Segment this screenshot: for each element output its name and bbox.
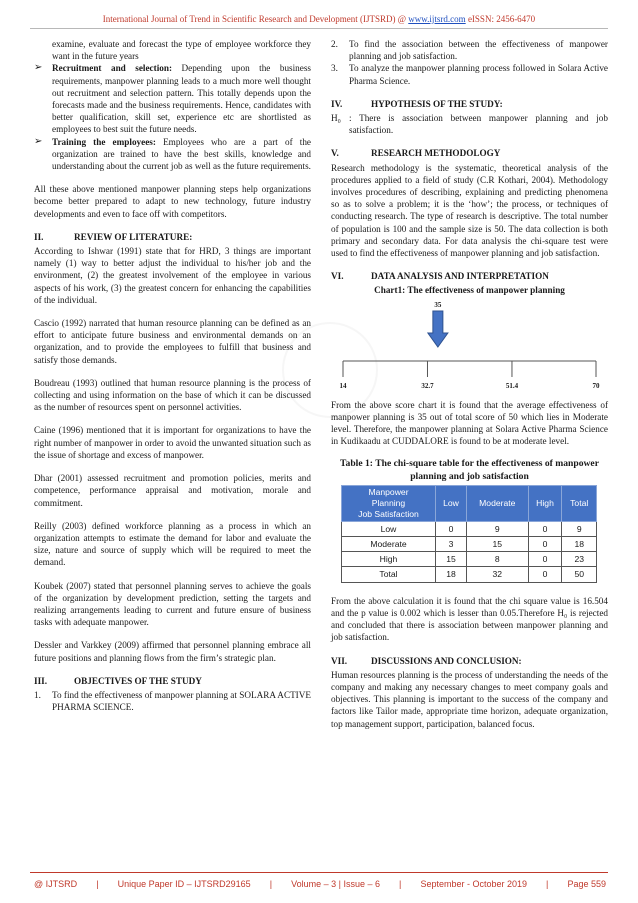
table-cell: 50 [562,567,597,582]
arrow-bullet-icon: ➢ [34,135,43,147]
section-heading-hypothesis [331,98,608,110]
table-cell: 3 [436,537,467,552]
table-cell: 9 [466,521,528,536]
score-chart-svg [331,299,608,399]
section-title: REVIEW OF LITERATURE: [74,231,193,242]
table-cell: 0 [528,567,562,582]
intro-continuation: examine, evaluate and forecast the type of employee workforce they want in the future years [52,39,311,62]
section-number: V. [331,148,339,159]
table-cell: 0 [436,521,467,536]
bullet-recruitment [34,62,311,135]
footer-volume: Volume – 3 | Issue – 6 [291,879,380,889]
hypothesis-text: : There is association between manpower planning and job satisfaction. [349,113,608,136]
table-header-cell: Total [562,485,597,521]
section-number: II. [34,231,44,242]
marker-arrow-icon [428,311,448,347]
table-header-corner [342,485,436,521]
section-number: IV. [331,98,343,109]
literature-paragraph: Reilly (2003) defined workforce planning as a process in which an organization attempts to estimate the demand for labor and evaluate the size, nature and source of supply which will be required to meet the demand. [34,520,311,568]
objective-text: To analyze the manpower planning process followed in Solara Active Pharma Science. [349,63,608,86]
header-line: Planning [371,497,406,508]
table-row [342,521,597,536]
objective-text: To find the effectiveness of manpower planning at SOLARA ACTIVE PHARMA SCIENCE. [52,689,311,713]
section-title: DATA ANALYSIS AND INTERPRETATION [371,271,549,282]
journal-url-link[interactable]: www.ijtsrd.com [408,14,466,24]
chi-square-table [341,485,597,583]
section-number: VII. [331,655,348,666]
table-cell: 23 [562,552,597,567]
footer-date: September - October 2019 [420,879,527,889]
objective-item [331,38,608,62]
methodology-paragraph: Research methodology is the systematic, theoretical analysis of the procedures applied to a field of study (C.R Kothari, 2004). Methodology involves procedures of describing, explaining and predicting phenomena so as to solve a problem; it is the ‘how’; the process, or techniques of conducting research. The type of research is descriptive. The total number of population is 100 and the sample size is 50. The data collection is both primary and secondary data. For data analysis the chi-square test were used to find the effectiveness of manpower planning and job satisfaction. [331,162,608,259]
table-cell: 18 [562,537,597,552]
objective-number: 1. [34,689,41,700]
table-cell: 15 [436,552,467,567]
table-cell: 9 [562,521,597,536]
table-header-cell: Low [436,485,467,521]
section-number: VI. [331,271,344,282]
section-title: DISCUSSIONS AND CONCLUSION: [371,655,522,666]
section-heading-conclusion [331,655,608,667]
table-row [342,552,597,567]
objective-item [331,62,608,86]
hypothesis [331,112,608,136]
bullet-heading: Recruitment and selection: [52,63,173,74]
table-cell: 18 [436,567,467,582]
footer-sep: | [96,879,99,889]
bullet-text: Depending upon the business requirements, manpower planning leads to a much more well thought out recruitment and selection pattern. This totally depends upon the forecasts made and the business requirements. Hence, candidates with better qualification, skill set, experience etc are shortlisted as employees to best suit the future needs. [52,63,311,135]
chart-interpretation: From the above score chart it is found that the average effectiveness of manpower planning is 35 out of total score of 50 which lies in Moderate level. Therefore, the manpower planning at Solara Active Pharma Science in Kudikaadu at CUDDALORE is found to be at moderate level. [331,399,608,447]
section-heading-data-analysis [331,270,608,282]
section-heading-review [34,231,311,243]
header-line: Job Satisfaction [358,508,419,519]
paragraph-summary: All these above mentioned manpower planning steps help organizations become better prepared to adapt to new technology, future industry developments and even to face off with competitors. [34,184,311,219]
table-cell: 0 [528,537,562,552]
chart-title: Chart1: The effectiveness of manpower planning [374,285,565,296]
section-title: RESEARCH METHODOLOGY [371,148,501,159]
literature-paragraph: Koubek (2007) stated that personnel planning serves to achieve the goals of the organization by development prediction, setting the targets and realizing arrangements leading to current and future ensure of business tasks with adequate manpower. [34,580,311,628]
bullet-text: Employees who are a part of the organization are trained to have the best skills, knowledge and understanding about the current job as well as the future requirements. [52,136,311,172]
tick-label: 70 [592,381,600,390]
marker-label: 35 [434,300,442,309]
section-number: III. [34,675,48,686]
journal-header [0,14,638,24]
journal-issn: eISSN: 2456-6470 [465,14,536,24]
header-divider [30,28,608,29]
bullet-training [34,136,311,173]
arrow-bullet-icon: ➢ [34,62,43,74]
footer-sep: | [269,879,273,889]
tick-label: 51.4 [505,381,519,390]
table-title: Table 1: The chi-square table for the effectiveness of manpower planning and job satisfaction [340,458,599,482]
table-header-row [342,485,597,521]
objective-number: 3. [331,63,338,74]
table-cell: 15 [466,537,528,552]
objective-text: To find the association between the effectiveness of manpower planning and job satisfaction. [349,39,608,62]
section-heading-objectives [34,675,311,687]
section-title: OBJECTIVES OF THE STUDY [74,675,202,686]
hypothesis-label: H₀ [331,113,341,124]
table-header-cell: High [528,485,562,521]
literature-paragraph: Cascio (1992) narrated that human resource planning can be defined as an effort to anticipate future business and environmental demands on an organization, and to provide the employees to fulfill that business and satisfy those demands. [34,318,311,365]
table-header-cell: Moderate [466,485,528,521]
journal-name: International Journal of Trend in Scientific Research and Development (IJTSRD) @ [102,14,409,24]
literature-paragraph: Dhar (2001) assessed recruitment and promotion policies, merits and competence, performance appraisal and motivation, morale and commitment. [34,473,311,508]
literature-paragraph: Boudreau (1993) outlined that human resource planning is the process of collecting and using information on the base of which it can be discussed as the number of resources spent on personnel activities. [34,377,311,413]
table-row [342,537,597,552]
table-cell: Low [342,521,436,536]
tick-label: 32.7 [421,381,434,390]
footer-site: @ IJTSRD [34,879,78,889]
table-cell: 8 [466,552,528,567]
table-cell: Total [342,567,436,582]
page-footer [34,879,606,889]
tick-label: 14 [339,381,347,390]
chi-square-interpretation: From the above calculation it is found that the chi square value is 16.504 and the p value is 0.002 which is lesser than 0.05.Therefore H₀ is rejected and concluded that there is association between manpower planning and job satisfaction. [331,595,608,643]
footer-paper-id: Unique Paper ID – IJTSRD29165 [117,879,251,889]
section-title: HYPOTHESIS OF THE STUDY: [371,98,503,109]
footer-divider [30,872,608,873]
objective-item [34,689,311,713]
section-heading-methodology [331,147,608,159]
footer-sep: | [399,879,402,889]
literature-paragraph: Dessler and Varkkey (2009) affirmed that personnel planning embrace all future positions and planning flows from the firm’s strategic plan. [34,640,311,663]
score-chart [331,299,608,399]
right-column [331,38,608,741]
table-cell: 0 [528,521,562,536]
bullet-heading: Training the employees: [52,136,156,147]
table-cell: 0 [528,552,562,567]
literature-paragraph: Caine (1996) mentioned that it is important for organizations to have the right number of manpower in order to avoid the unwanted situation such as the issue of shortage and excess of manpower. [34,425,311,460]
table-cell: High [342,552,436,567]
conclusion-paragraph: Human resources planning is the process of understanding the needs of the company and making any necessary changes to meet company goals and objectives. This planning is important to the success of the company and factors like Tailor made, appropriate time horizon, adequate organization, top management support, participation, balanced focus. [331,669,608,729]
literature-paragraph: According to Ishwar (1991) state that for HRD, 3 things are important namely (1) way to better adjust the individual to his/her job and the environment, (2) the greatest involvement of the employee in various aspects of his work, (3) the greatest concern for enhancing the capabilities of the individual. [34,246,311,305]
footer-sep: | [546,879,549,889]
table-row [342,567,597,582]
objective-number: 2. [331,39,338,49]
footer-page-number: Page 559 [567,879,606,889]
header-line: Manpower [368,486,409,497]
table-cell: 32 [466,567,528,582]
table-cell: Moderate [342,537,436,552]
left-column [34,38,311,713]
